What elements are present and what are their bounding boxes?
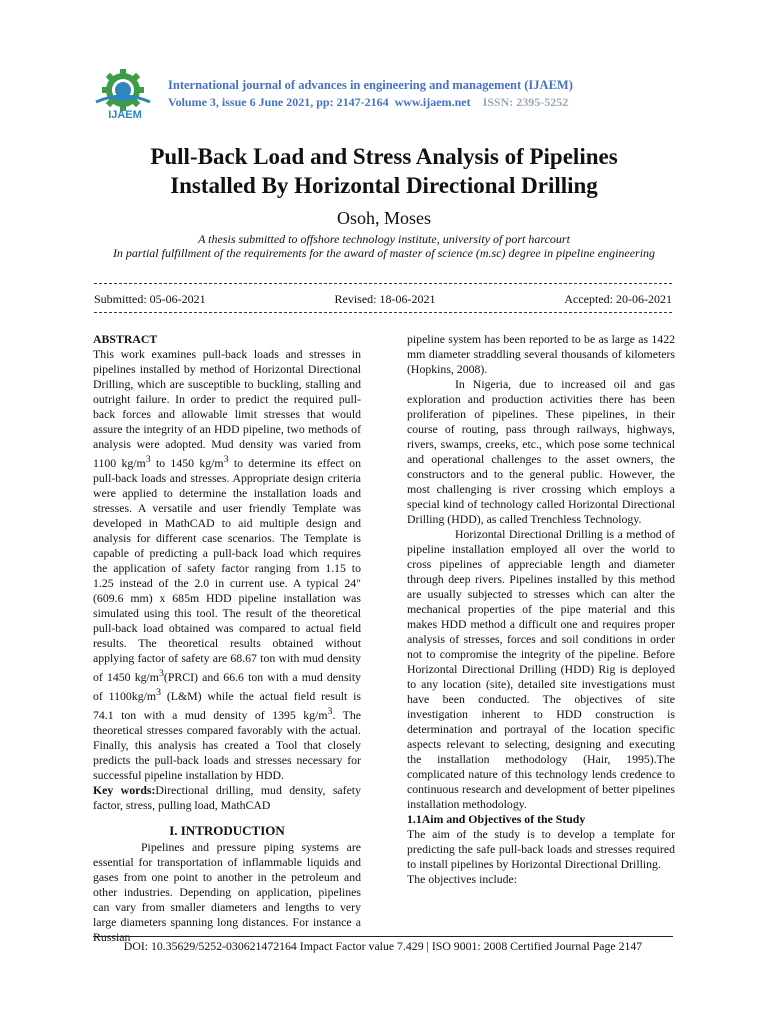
affiliation-line-1: A thesis submitted to offshore technology institute, university of port harcourt (198, 232, 570, 246)
intro-paragraph-2: In Nigeria, due to increased oil and gas exploration and production activities there has been proliferation of pipelines. These pipelines, in their course of routing, pass through railways, highways, rivers, swamps, creeks, etc., which pose some technical and operational challenges to the asset owners, the constructors and to the general public. However, the most challenging is river crossing which employs a special kind of technology called Horizontal Directional Drilling (HDD), as called Trenchless Technology. (407, 377, 675, 526)
logo-text: IJAEM (108, 109, 142, 121)
journal-website-link[interactable]: www.ijaem.net (394, 95, 471, 109)
left-column (93, 332, 361, 945)
author: Osoh, Moses (336, 208, 431, 228)
intro-paragraph-3: Horizontal Directional Drilling is a method of pipeline installation employed all over the world to cross pipelines of appreciable length and diameter through deep rivers. Pipelines installed by this method are usually subjected to stresses which can alter the mechanical properties of the pipe material and this makes HDD method a difficult one and requires proper analysis of stresses, forces and soil conditions in order not to compromise the integrity of the pipeline. Before Horizontal Directional Drilling (HDD) Rig is deployed to any location (site), detailed site investigations must have been conducted. The objectives of site investigation inherent to HDD construction is determination and portrayal of the location specific aspects relevant to selecting, designing and executing the installation methodology (Hair, 1995).The complicated nature of this technology lends credence to continuous research and development of better pipelines installation methodology. (407, 527, 675, 811)
aims-paragraph-2: The objectives include: (407, 872, 518, 886)
divider-top (94, 283, 672, 284)
revised-date: Revised: 18-06-2021 (334, 292, 436, 306)
journal-issue-line (168, 95, 573, 110)
right-column (407, 332, 675, 887)
ijaem-logo (90, 68, 156, 128)
journal-info (168, 78, 573, 110)
abstract-text: This work examines pull-back loads and stresses in pipelines installed by method of Horizontal Directional Drilling, which are susceptible to buckling, stalling and outright failure. In order to predict the required pull-back forces and allowable limit stresses that would assure the integrity of an HDD pipeline, two methods of analysis were adopted. Mud density was varied from 1100 $kg/m^3$ to 1450 $kg/m^3$ to determine its effect on pull-back loads and stresses. Appropriate design criteria were applied to determine the installation loads and stresses. A versatile and user friendly Template was developed in MathCAD to aid multiple design and analysis for different case scenarios. The Template is capable of predicting a pull-back load which requires the application of safety factor ranging from 1.15 to 1.25 instead of the 2.0 in current use. A typical 24" (609.6 mm) x 685m HDD pipeline installation was simulated using this tool. The result of the theoretical pull-back load obtained was compared to actual field results. The theoretical results obtained without applying factor of safety are 68.67 ton with mud density of 1450 $kg/m^3(PRCI)$ and 66.6 ton with a mud density of $1100kg/m^3$ (L&M) while the actual field result is 74.1 ton with a mud density of 1395 $kg/m^3$. The theoretical stresses compared favorably with the actual. Finally, this analysis has created a Tool that closely predicts the pull-back loads and stresses necessary for successful pipeline installation by HDD. (93, 347, 361, 782)
journal-issue: Volume 3, issue 6 June 2021, pp: 2147-2164 (168, 95, 389, 109)
affiliation (100, 232, 668, 260)
journal-name: International journal of advances in engineering and management (IJAEM) (168, 78, 573, 92)
journal-header (90, 68, 690, 121)
accepted-date: Accepted: 20-06-2021 (564, 292, 672, 306)
introduction-heading: I. INTRODUCTION (169, 822, 285, 838)
intro-paragraph-1-continued: pipeline system has been reported to be as large as 1422 mm diameter straddling several thousands of kilometers (Hopkins, 2008). (407, 332, 675, 376)
journal-issn: ISSN: 2395-5252 (482, 95, 569, 109)
affiliation-line-2: In partial fulfillment of the requirements for the award of master of science (m.sc) degree in pipeline engineering (112, 246, 656, 260)
keywords (93, 783, 361, 813)
dates-row (94, 292, 672, 307)
footer-divider (93, 936, 673, 937)
intro-paragraph-1: Pipelines and pressure piping systems are essential for transportation of inflammable liquids and gases from one point to another in the petroleum and other industries. Depending on application, pipelines can vary from smaller diameters and lengths to very large diameters spanning long distances. For instance a Russian (93, 839, 361, 944)
keywords-text: Directional drilling, mud density, safety factor, stress, pulling load, MathCAD (93, 782, 361, 812)
submitted-date: Submitted: 05-06-2021 (94, 292, 206, 306)
title-line-2: Installed By Horizontal Directional Drilling (170, 173, 598, 198)
title-line-1: Pull-Back Load and Stress Analysis of Pipelines (150, 144, 618, 169)
divider-bottom (94, 312, 672, 313)
page-footer: DOI: 10.35629/5252-030621472164 Impact Factor value 7.429 | ISO 9001: 2008 Certified Journal Page 2147 (123, 939, 643, 953)
paper-title (60, 142, 708, 200)
gear-globe-icon (90, 68, 156, 112)
aims-paragraph-1: The aim of the study is to develop a template for predicting the safe pull-back loads and stresses required to install pipelines by Horizontal Directional Drilling. (407, 827, 675, 871)
aims-heading: 1.1Aim and Objectives of the Study (407, 812, 586, 826)
abstract-heading: ABSTRACT (93, 332, 158, 346)
keywords-label: Key words: (93, 782, 156, 797)
